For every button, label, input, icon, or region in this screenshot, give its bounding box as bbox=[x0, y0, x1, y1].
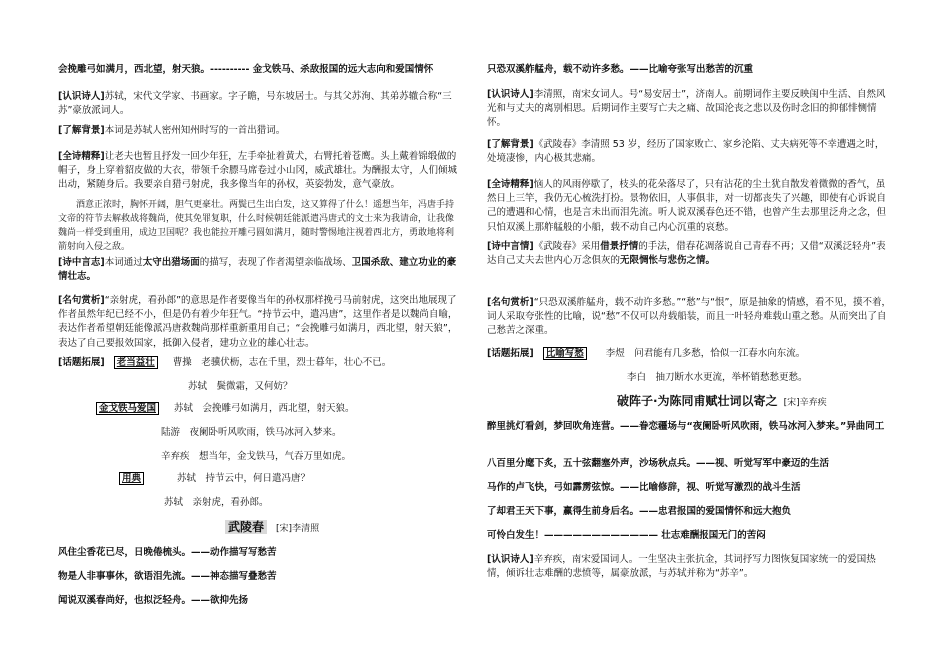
text-segment: 借景抒情 bbox=[600, 241, 639, 252]
tag-label: [认识诗人] bbox=[487, 554, 534, 565]
paragraph-text: 本词是苏轼人密州知州时写的一首出猎词。 bbox=[104, 125, 286, 136]
paragraph-text: “只恐双溪舴艋舟，载不动许多愁。”“愁”与“恨”，原是抽象的情感，看不见，摸不着，词人采取夸张性的比喻，说“愁”不仅可以舟载船装，而且一叶轻舟难载山重之愁。从而突出了自己愁苦之深重。 bbox=[487, 297, 891, 337]
verse-line: 马作的卢飞快，弓如霹雳弦惊。——比喻修辞，视、听觉写激烈的战斗生活 bbox=[487, 482, 801, 493]
paragraph-text: “亲射虎，看孙郎”的意思是作者要像当年的孙权那样挽弓马前射虎，这突出地展现了作者虽然年纪已经不小，但是仍有着少年狂气。“持节云中，遣冯唐”，这里作者是以魏尚自喻，表达作者希望朝廷能像派冯唐救魏尚那样重新重用自己；“会挽雕弓如满月，西北望，射天狼”，表达了自己要报效国家，抵御入侵者，建功立业的雄心壮志。 bbox=[58, 295, 458, 349]
verse-line: 闻说双溪春尚好，也拟泛轻舟。——欲抑先扬 bbox=[58, 595, 249, 606]
tag-label: [全诗精释] bbox=[487, 179, 534, 190]
tag-label: [名句赏析] bbox=[58, 295, 105, 306]
right-line-1: 只恐双溪舴艋舟，载不动许多愁。——比喻夸张写出愁苦的沉重 bbox=[487, 64, 754, 75]
verse-line: 风住尘香花已尽，日晚倦梳头。——动作描写写愁苦 bbox=[58, 547, 277, 558]
right-poet-intro bbox=[487, 88, 891, 131]
left-topic-row-3 bbox=[119, 472, 310, 486]
topic-line: 辛弃疾 想当年，金戈铁马，气吞万里如虎。 bbox=[161, 451, 352, 462]
poem-author: [宋]李清照 bbox=[276, 524, 320, 534]
left-line-1: 会挽雕弓如满月，西北望，射天狼。---------- 金戈铁马、杀敌报国的远大志向和爱国情怀 bbox=[58, 64, 434, 75]
text-segment: 太守出猎场面 bbox=[142, 257, 200, 268]
poem-author: [宋]辛弃疾 bbox=[783, 398, 827, 408]
text-segment: 无限惆怅与悲伤之情。 bbox=[620, 255, 716, 267]
topic-line: 苏轼 持节云中，何日遣冯唐？ bbox=[177, 473, 311, 484]
left-translation bbox=[58, 150, 462, 193]
right-poem-title bbox=[617, 394, 827, 410]
left-background bbox=[58, 124, 462, 138]
tag-label: [认识诗人] bbox=[58, 91, 105, 102]
paragraph-text: 李清照，南宋女词人。号“易安居士”，济南人。前期词作主要反映闺中生活、自然风光和与丈夫的离别相思。后期词作主要写亡夫之痛、故国沦丧之悲以及伤时念旧的抑郁悱恻情怀。 bbox=[487, 89, 886, 129]
right-famous-lines bbox=[487, 296, 891, 339]
verse-line: 了却君王天下事，赢得生前身后名。——忠君报国的爱国情怀和远大抱负 bbox=[487, 506, 792, 517]
text-segment: 的描写，表现了作者渴望亲临战场、 bbox=[199, 257, 352, 268]
right-translation bbox=[487, 178, 891, 235]
topic-line: 陆游 夜阑卧听风吹雨，铁马冰河入梦来。 bbox=[161, 427, 342, 438]
poem-title: 武陵春 bbox=[225, 520, 267, 534]
paragraph-text: 辛弃疾，南宋爱国词人。一生坚决主张抗金，其词抒写力图恢复国家统一的爱国热情，倾诉壮志难酬的悲愤等，属豪放派，与苏轼并称为“苏辛”。 bbox=[487, 554, 876, 580]
verse-line: 可怜白发生！———————————— 壮志难酬报国无门的苦闷 bbox=[487, 530, 766, 541]
verse-line: 醉里挑灯看剑，梦回吹角连营。——眷恋疆场与“夜阑卧听风吹雨，铁马冰河入梦来。”异曲同工 bbox=[487, 421, 885, 432]
tag-label: [了解背景] bbox=[58, 125, 105, 136]
topic-line: 曹操 老骥伏枥，志在千里，烈士暮年，壮心不已。 bbox=[172, 357, 392, 368]
left-topic-row-2 bbox=[96, 402, 355, 416]
left-theme bbox=[58, 256, 462, 284]
topic-line: 苏轼 亲射虎，看孙郎。 bbox=[164, 497, 269, 508]
right-topic-row bbox=[487, 347, 805, 361]
verse-line: 八百里分麾下炙，五十弦翻塞外声，沙场秋点兵。——视、听觉写军中豪迈的生活 bbox=[487, 458, 830, 469]
tag-label: [诗中言情] bbox=[487, 241, 534, 252]
left-translation-serif: 酒意正浓时，胸怀开阔，胆气更豪壮。两鬓已生出白发，这又算得了什么！遥想当年，冯唐手持文帝的符节去解救战将魏尚，使其免罪复职，什么时候朝廷能派遣冯唐式的文士来为我请命，让我像魏尚一样受到重用，成边卫国呢？我也能拉开雕弓圆如满月，随时警惕地注视着西北方，勇敢地将利箭射向入侵之敌。 bbox=[58, 200, 455, 252]
text-segment: 的手法，借春花凋落说自己青春不再；又借“双溪泛轻舟”表达自己丈夫去世内心万念俱灰的 bbox=[487, 241, 886, 267]
tag-label: [诗中言志] bbox=[58, 257, 105, 268]
tag-label: [话题拓展] bbox=[487, 348, 534, 359]
left-famous-lines bbox=[58, 294, 462, 351]
text-segment: 《武陵春》采用 bbox=[533, 241, 601, 252]
tag-label: [认识诗人] bbox=[487, 89, 534, 100]
tag-label: [了解背景] bbox=[487, 139, 534, 150]
left-topic-row-1 bbox=[58, 356, 391, 370]
poem-title: 破阵子·为陈同甫赋壮词以寄之 bbox=[617, 394, 778, 408]
tag-label: [名句赏析] bbox=[487, 297, 534, 308]
topic-box: 用典 bbox=[119, 472, 144, 485]
left-poem-title bbox=[225, 520, 319, 536]
right-background bbox=[487, 138, 891, 166]
right-theme bbox=[487, 240, 891, 268]
paragraph-text: 恼人的风雨停歇了，枝头的花朵落尽了，只有沾花的尘土犹自散发着微微的香气，虽然日上三竿，我仍无心梳洗打扮。景物依旧，人事俱非，对一切都丧失了兴趣，即使有心诉说自己的遭遇和心情，也是言未出而泪先流。听人说双溪春色还不错，也曾产生去那里泛舟之念，但只怕双溪上那舴艋般的小船，载不动自己内心沉重的哀愁。 bbox=[487, 179, 887, 233]
topic-line: 苏轼 鬓微霜，又何妨？ bbox=[188, 381, 293, 392]
paragraph-text: 苏轼，宋代文学家、书画家。字子瞻，号东坡居士。与其父苏洵、其弟苏辙合称“三苏”豪放派词人。 bbox=[58, 91, 452, 117]
text-segment: 本词通过 bbox=[104, 257, 143, 268]
topic-line: 李白 抽刀断水水更流，举杯销愁愁更愁。 bbox=[627, 372, 808, 383]
topic-line: 苏轼 会挽雕弓如满月，西北望，射天狼。 bbox=[174, 403, 355, 414]
verse-line: 物是人非事事休，欲语泪先流。——神态描写叠愁苦 bbox=[58, 571, 277, 582]
topic-box: 金戈铁马爱国 bbox=[96, 402, 159, 415]
right-poet-intro-2 bbox=[487, 553, 891, 581]
topic-box: 老当益壮 bbox=[114, 356, 158, 369]
paragraph-text: 让老夫也暂且抒发一回少年狂，左手牵扯着黄犬，右臂托着苍鹰。头上戴着锦缎做的帽子，身上穿着貂皮做的大衣，带领千余膘马席卷过小山冈，威武雄壮。为酬报太守，人们倾城出动，紧随身后。我要亲自猎弓射虎，我多像当年的孙权，英姿勃发，意气豪放。 bbox=[58, 151, 458, 191]
paragraph-text: 《武陵春》李清照 53 岁，经历了国家败亡、家乡沦陷、丈夫病死等不幸遭遇之时，处境凄惨，内心极其悲痛。 bbox=[487, 139, 885, 165]
left-poet-intro bbox=[58, 90, 462, 118]
topic-box: 比喻写愁 bbox=[543, 347, 587, 360]
text-segment: 卫国杀敌、建立功业的豪情壮志。 bbox=[58, 257, 457, 283]
tag-label: [全诗精释] bbox=[58, 151, 105, 162]
tag-label: [话题拓展] bbox=[58, 357, 105, 368]
topic-line: 李煜 问君能有几多愁，恰似一江春水向东流。 bbox=[605, 348, 806, 359]
